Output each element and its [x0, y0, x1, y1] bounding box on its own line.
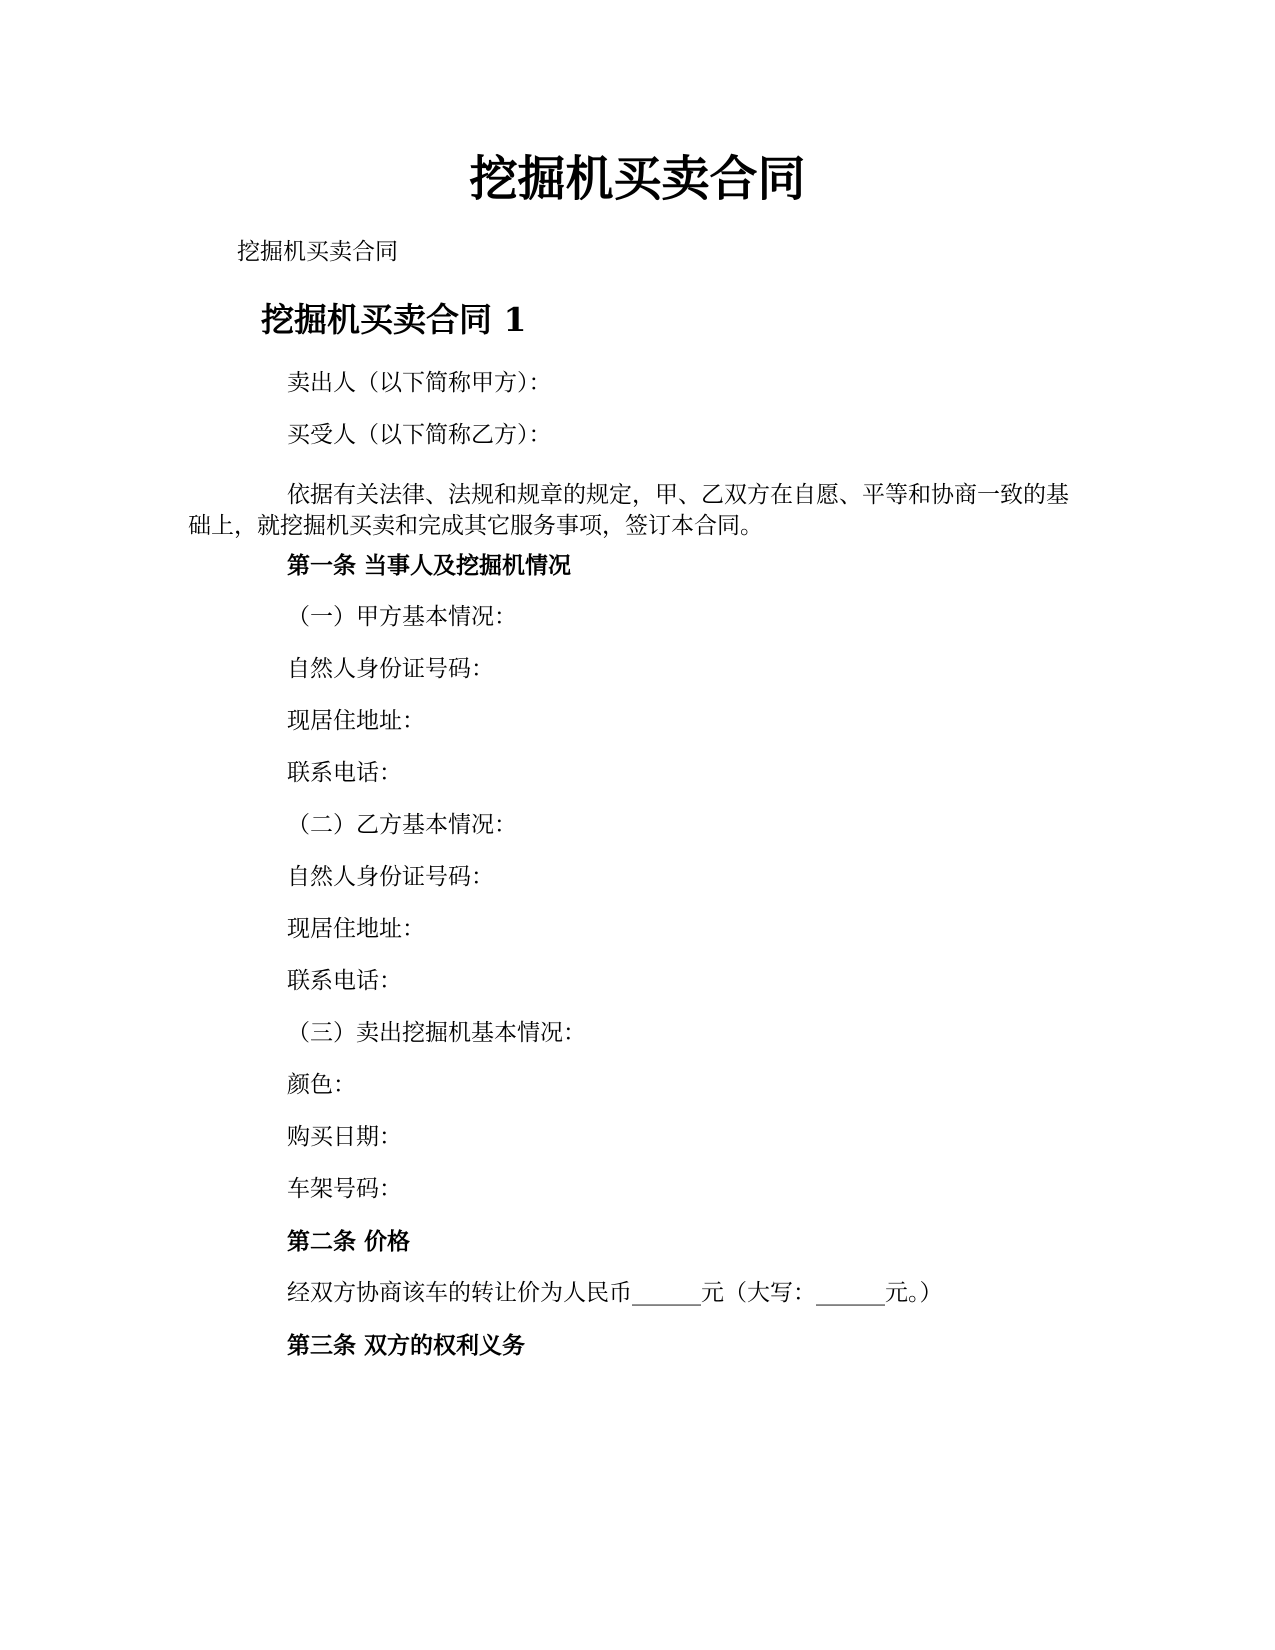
document-subtitle: 挖掘机买卖合同 [237, 239, 398, 265]
article-1-heading: 第一条 当事人及挖掘机情况 [287, 552, 572, 579]
party-b-phone: 联系电话： [287, 968, 402, 994]
party-b-id: 自然人身份证号码： [287, 864, 494, 890]
party-b-label: （二）乙方基本情况： [287, 812, 517, 838]
section-heading: 挖掘机买卖合同 1 [261, 300, 527, 339]
party-b-address: 现居住地址： [287, 916, 425, 942]
machine-label: （三）卖出挖掘机基本情况： [287, 1020, 586, 1046]
party-a-phone: 联系电话： [287, 760, 402, 786]
seller-line: 卖出人（以下简称甲方）： [287, 370, 552, 396]
buyer-line: 买受人（以下简称乙方）： [287, 422, 552, 448]
article-3-heading: 第三条 双方的权利义务 [287, 1332, 526, 1359]
party-a-label: （一）甲方基本情况： [287, 604, 517, 630]
party-a-id: 自然人身份证号码： [287, 656, 494, 682]
document-title: 挖掘机买卖合同 [469, 151, 806, 207]
intro-paragraph: 依据有关法律、法规和规章的规定，甲、乙双方在自愿、平等和协商一致的基础上，就挖掘机买卖和完成其它服务事项，签订本合同。 [188, 482, 1069, 539]
party-a-address: 现居住地址： [287, 708, 425, 734]
machine-color: 颜色： [287, 1072, 356, 1098]
price-text: 经双方协商该车的转让价为人民币______元（大写：______元。） [287, 1280, 943, 1306]
article-2-heading: 第二条 价格 [287, 1228, 411, 1255]
machine-purchase-date: 购买日期： [287, 1124, 402, 1150]
machine-frame-number: 车架号码： [287, 1176, 402, 1202]
